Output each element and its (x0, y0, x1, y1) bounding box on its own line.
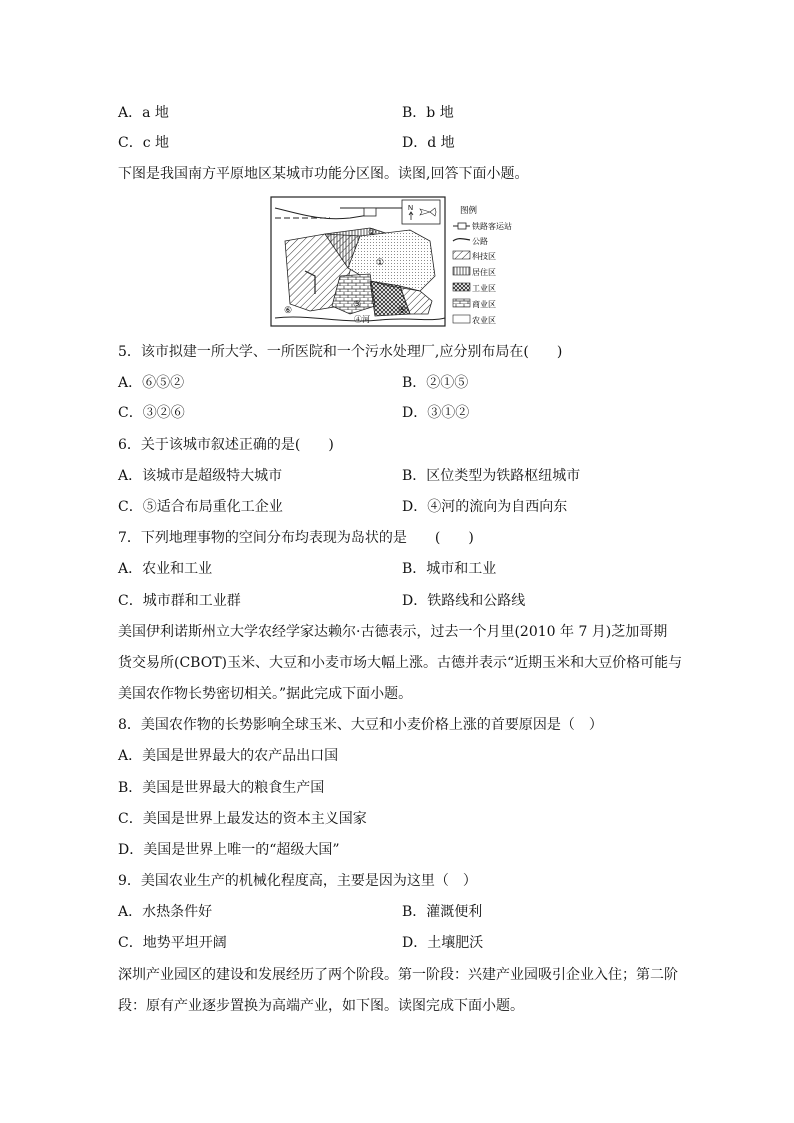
q6-option-c: C．⑤适合布局重化工企业 (118, 499, 283, 515)
q5-option-d: D．③①② (402, 405, 470, 421)
intro-sz-line-2: 段：原有产业逐步置换为高端产业，如下图。读图完成下面小题。 (118, 998, 524, 1014)
legend-title: 图例 (460, 206, 478, 216)
question-6-stem: 6．关于该城市叙述正确的是( ) (118, 437, 334, 453)
q8-option-c: C．美国是世界上最发达的资本主义国家 (118, 811, 367, 827)
q9-option-c: C．地势平坦开阔 (118, 935, 227, 951)
question-7-stem: 7．下列地理事物的空间分布均表现为岛状的是 ( ) (118, 530, 474, 546)
option-b: B．b 地 (402, 105, 454, 121)
q6-option-a: A．该城市是超级特大城市 (118, 468, 283, 484)
q5-option-c: C．③②⑥ (118, 405, 185, 421)
option-d: D．d 地 (402, 135, 455, 151)
north-label: N (408, 205, 414, 212)
q7-option-b: B．城市和工业 (402, 561, 497, 577)
map-label-6: ⑥ (284, 306, 293, 316)
legend-residential-zone: 居住区 (472, 268, 496, 277)
legend-agricultural-zone: 农业区 (472, 316, 496, 325)
option-c: C．c 地 (118, 135, 170, 151)
legend-highway: 公路 (472, 237, 488, 246)
q7-option-c: C．城市群和工业群 (118, 593, 241, 609)
q9-option-a: A．水热条件好 (118, 904, 213, 920)
intro-us-paragraph (118, 617, 683, 710)
q5-option-a: A．⑥⑤② (118, 375, 185, 391)
intro-us-line-1: 美国伊利诺斯州立大学农经学家达赖尔·古德表示，过去一个月里(2010 年 7 月)芝加哥期 (118, 624, 668, 640)
q5-option-b: B．②①⑤ (402, 375, 469, 391)
legend-science-zone: 科技区 (472, 252, 496, 261)
map-label-1: ① (376, 258, 385, 268)
q7-option-a: A．农业和工业 (118, 561, 213, 577)
map-legend (453, 205, 512, 325)
q6-option-b: B．区位类型为铁路枢纽城市 (402, 468, 581, 484)
q8-option-a: A．美国是世界最大的农产品出口国 (118, 748, 339, 764)
city-function-map (270, 196, 528, 328)
option-a: A．a 地 (118, 105, 169, 121)
legend-railway-station: 铁路客运站 (472, 222, 512, 231)
intro-city: 下图是我国南方平原地区某城市功能分区图。读图,回答下面小题。 (118, 166, 529, 182)
legend-commercial-zone: 商业区 (472, 300, 496, 309)
legend-industrial-zone: 工业区 (472, 284, 496, 293)
question-5-stem: 5．该市拟建一所大学、一所医院和一个污水处理厂,应分别布局在( ) (118, 344, 563, 360)
map-label-3: ③ (353, 300, 362, 310)
question-8-stem: 8．美国农作物的长势影响全球玉米、大豆和小麦价格上涨的首要原因是（ ） (118, 717, 603, 733)
intro-us-line-2: 货交易所(CBOT)玉米、大豆和小麦市场大幅上涨。古德并表示“近期玉米和大豆价格可能与 (118, 655, 683, 671)
intro-shenzhen-paragraph (118, 960, 678, 1022)
map-label-4-river: ④河 (354, 315, 370, 324)
intro-sz-line-1: 深圳产业园区的建设和发展经历了两个阶段。第一阶段：兴建产业园吸引企业入住；第二阶 (118, 967, 678, 983)
q8-option-b: B．美国是世界最大的粮食生产国 (118, 780, 325, 796)
q7-option-d: D．铁路线和公路线 (402, 593, 526, 609)
q6-option-d: D．④河的流向为自西向东 (402, 499, 568, 515)
q9-option-b: B．灌溉便利 (402, 904, 483, 920)
q8-option-d: D．美国是世界上唯一的“超级大国” (118, 842, 340, 858)
question-9-stem: 9．美国农业生产的机械化程度高，主要是因为这里（ ） (118, 873, 477, 889)
intro-us-line-3: 美国农作物长势密切相关。”据此完成下面小题。 (118, 686, 413, 702)
q9-option-d: D．土壤肥沃 (402, 935, 484, 951)
map-label-2: ② (368, 228, 377, 238)
map-label-5: ⑤ (398, 306, 407, 316)
